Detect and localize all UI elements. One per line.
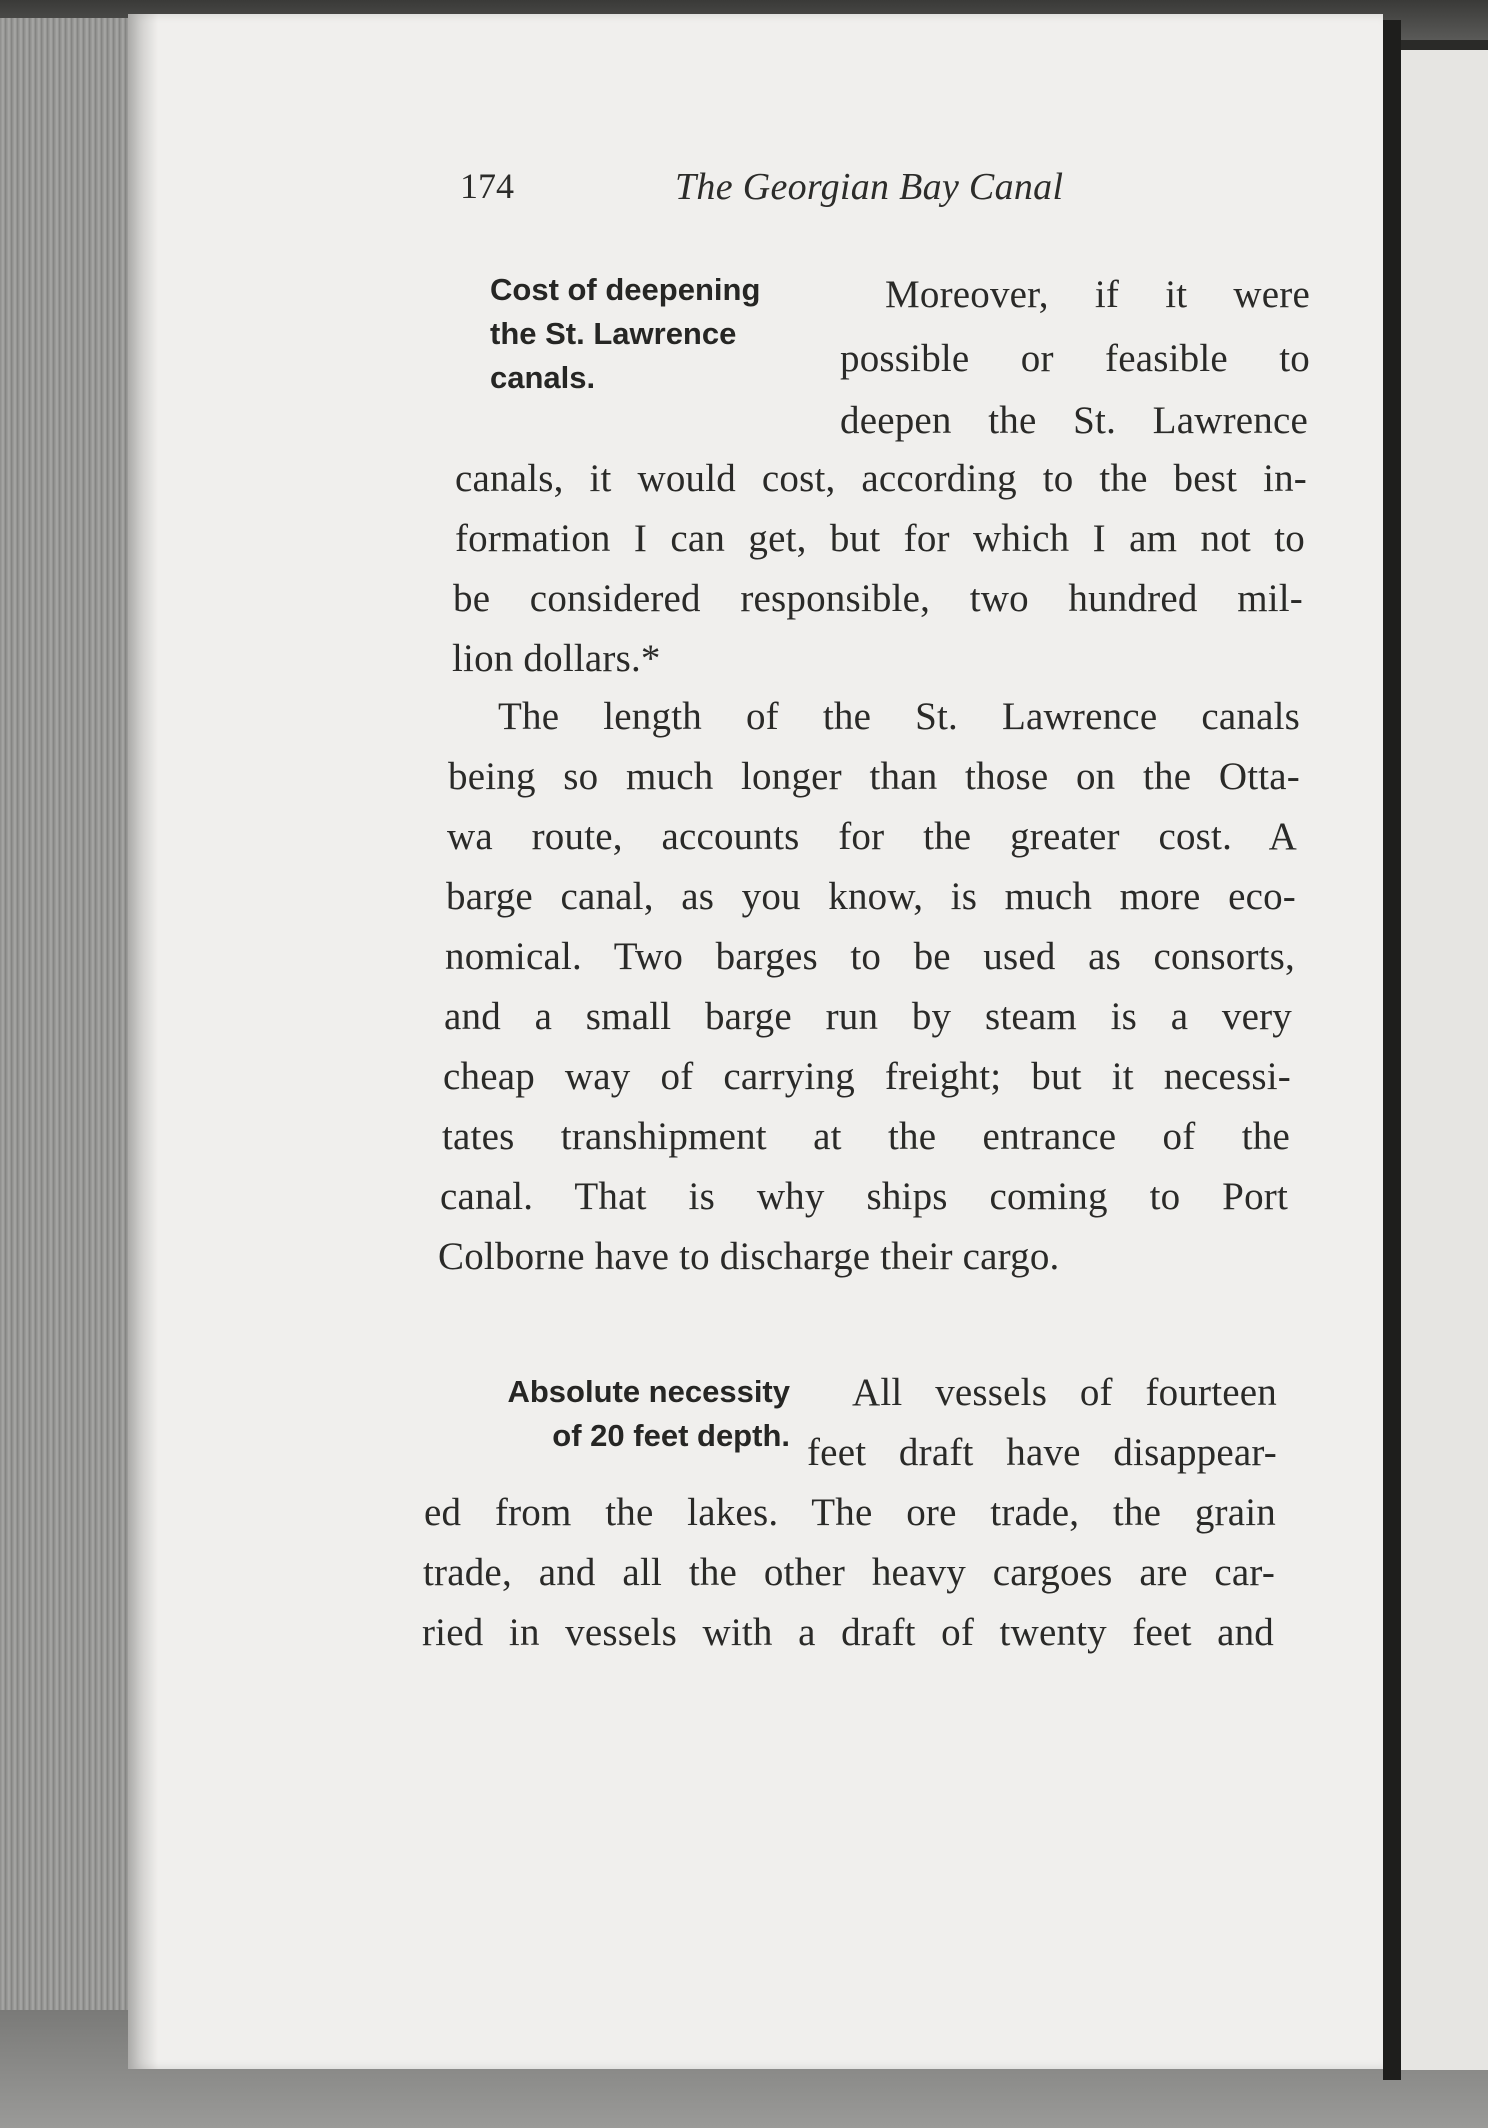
page-number: 174 bbox=[460, 166, 514, 206]
text-line: being so much longer than those on the Otta- bbox=[448, 755, 1300, 798]
text-line: formation I can get, but for which I am not to bbox=[455, 517, 1305, 560]
text-line: be considered responsible, two hundred mil- bbox=[453, 577, 1303, 620]
text-line: cheap way of carrying freight; but it necessi- bbox=[443, 1055, 1291, 1098]
text-line: All vessels of fourteen bbox=[852, 1371, 1277, 1414]
text-line: ed from the lakes. The ore trade, the grain bbox=[424, 1491, 1276, 1534]
margin-note-cost: Cost of deepening the St. Lawrence canals. bbox=[490, 272, 761, 395]
text-line: nomical. Two barges to be used as consorts, bbox=[445, 935, 1295, 978]
text-line: feet draft have disappear- bbox=[807, 1431, 1277, 1474]
margin-note-depth: Absolute necessity of 20 feet depth. bbox=[507, 1374, 790, 1453]
running-title: The Georgian Bay Canal bbox=[675, 166, 1064, 208]
text-line: tates transhipment at the entrance of the bbox=[442, 1115, 1290, 1158]
book-page-stack bbox=[0, 18, 135, 2128]
text-line: lion dollars.* bbox=[452, 637, 661, 680]
text-line: and a small barge run by steam is a very bbox=[444, 995, 1292, 1038]
text-line: possible or feasible to bbox=[840, 337, 1310, 380]
facing-page bbox=[1401, 50, 1488, 2070]
book-gutter bbox=[1383, 20, 1401, 2080]
text-line: deepen the St. Lawrence bbox=[840, 399, 1308, 442]
text-line: Colborne have to discharge their cargo. bbox=[438, 1235, 1060, 1278]
text-line: wa route, accounts for the greater cost. A bbox=[447, 815, 1297, 858]
text-line: trade, and all the other heavy cargoes are car- bbox=[423, 1551, 1275, 1594]
text-line: canals, it would cost, according to the best in- bbox=[455, 457, 1307, 500]
text-line: The length of the St. Lawrence canals bbox=[498, 695, 1300, 738]
text-line: canal. That is why ships coming to Port bbox=[440, 1175, 1288, 1218]
text-line: barge canal, as you know, is much more eco- bbox=[446, 875, 1296, 918]
text-line: Moreover, if it were bbox=[885, 273, 1310, 316]
text-line: ried in vessels with a draft of twenty feet and bbox=[422, 1611, 1274, 1654]
